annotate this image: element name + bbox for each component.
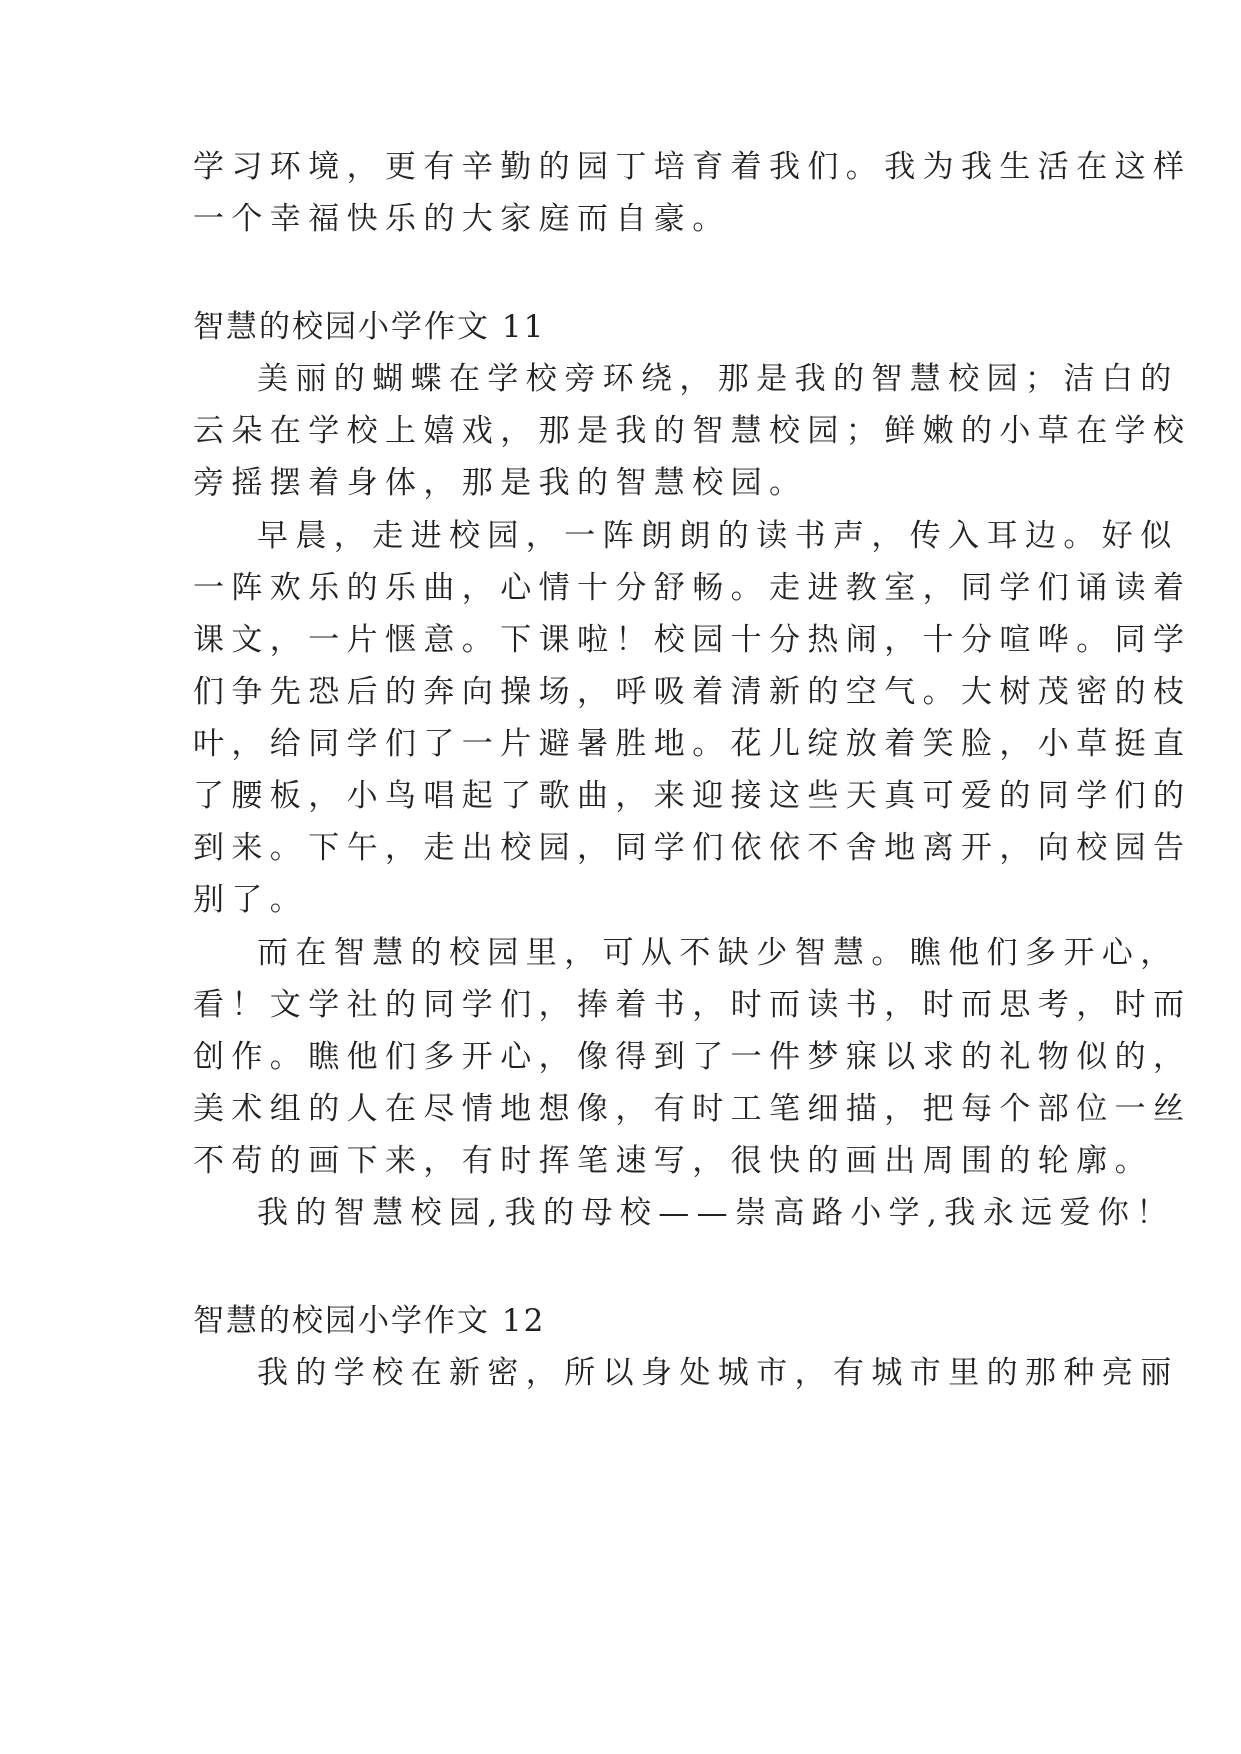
paragraph-line: 我的学校在新密，所以身处城市，有城市里的那种亮丽 xyxy=(257,1355,1179,1391)
intro-line: 一个幸福快乐的大家庭而自豪。 xyxy=(193,201,731,237)
paragraph-line: 我的智慧校园,我的母校——崇高路小学,我永远爱你！ xyxy=(257,1195,1175,1231)
paragraph-line: 了腰板，小鸟唱起了歌曲，来迎接这些天真可爱的同学们的 xyxy=(193,778,1192,814)
paragraph-line: 创作。瞧他们多开心，像得到了一件梦寐以求的礼物似的， xyxy=(193,1039,1192,1075)
paragraph-line: 美丽的蝴蝶在学校旁环绕，那是我的智慧校园；洁白的 xyxy=(257,361,1179,397)
paragraph-line: 云朵在学校上嬉戏，那是我的智慧校园；鲜嫩的小草在学校 xyxy=(193,413,1192,449)
paragraph-line: 叶，给同学们了一片避暑胜地。花儿绽放着笑脸，小草挺直 xyxy=(193,726,1192,762)
paragraph-line: 课文，一片惬意。下课啦！校园十分热闹，十分喧哗。同学 xyxy=(193,622,1192,658)
paragraph-line: 看！文学社的同学们，捧着书，时而读书，时而思考，时而 xyxy=(193,987,1192,1023)
section-title: 智慧的校园小学作文 12 xyxy=(193,1303,546,1339)
paragraph-line: 旁摇摆着身体，那是我的智慧校园。 xyxy=(193,465,808,501)
paragraph-line: 早晨，走进校园，一阵朗朗的读书声，传入耳边。好似 xyxy=(257,518,1179,554)
paragraph-line: 不苟的画下来，有时挥笔速写，很快的画出周围的轮廓。 xyxy=(193,1143,1153,1179)
paragraph-line: 别了。 xyxy=(193,882,309,918)
paragraph-line: 们争先恐后的奔向操场，呼吸着清新的空气。大树茂密的枝 xyxy=(193,674,1192,710)
paragraph-line: 一阵欢乐的乐曲，心情十分舒畅。走进教室，同学们诵读着 xyxy=(193,570,1192,606)
paragraph-line: 而在智慧的校园里，可从不缺少智慧。瞧他们多开心， xyxy=(257,935,1179,971)
paragraph-line: 美术组的人在尽情地想像，有时工笔细描，把每个部位一丝 xyxy=(193,1091,1192,1127)
intro-line: 学习环境，更有辛勤的园丁培育着我们。我为我生活在这样 xyxy=(193,149,1192,185)
section-title: 智慧的校园小学作文 11 xyxy=(193,309,546,345)
paragraph-line: 到来。下午，走出校园，同学们依依不舍地离开，向校园告 xyxy=(193,830,1192,866)
